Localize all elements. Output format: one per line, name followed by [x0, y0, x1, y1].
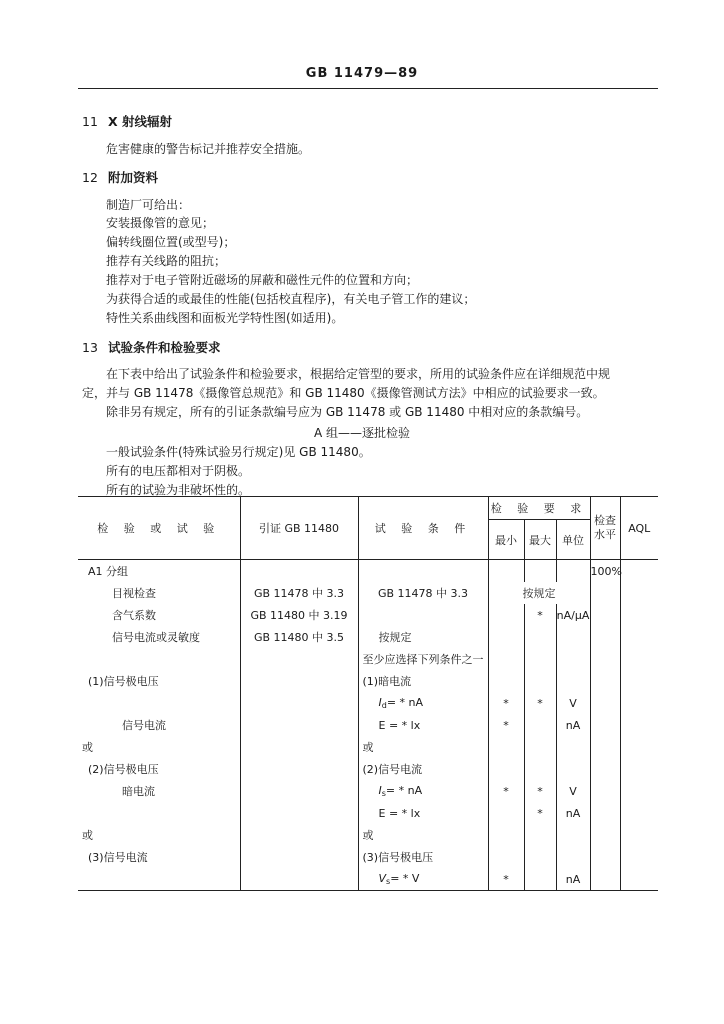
table-row	[78, 604, 658, 626]
cell-unit	[556, 758, 590, 780]
table-row	[78, 648, 658, 670]
col-header-test: 检 验 或 试 验	[78, 497, 240, 560]
paragraph: 在下表中给出了试验条件和检验要求，根据给定管型的要求，所用的试验条件应在详细规范中规	[106, 367, 611, 381]
section-13-heading: 13 试验条件和检验要求	[82, 340, 221, 355]
cell-cond	[358, 604, 488, 626]
cell-unit	[556, 626, 590, 648]
paragraph: 为获得合适的或最佳的性能(包括校直程序)，有关电子管工作的建议；	[106, 292, 476, 306]
paragraph: 安装摄像管的意见；	[106, 216, 215, 230]
cell-aql	[620, 626, 658, 648]
cell-min	[488, 670, 524, 692]
cell-level	[590, 692, 620, 714]
cell-max: *	[524, 692, 556, 714]
cell-unit	[556, 824, 590, 846]
cell-min	[488, 604, 524, 626]
note: 所有的试验为非破坏性的。	[106, 483, 251, 497]
cell-test: 含气系数	[78, 604, 240, 626]
cell-unit: V	[556, 692, 590, 714]
cell-level	[590, 648, 620, 670]
cell-max: *	[524, 604, 556, 626]
cell-min: *	[488, 868, 524, 891]
cell-test: (3)信号电流	[78, 846, 240, 868]
cell-test: 或	[78, 736, 240, 758]
cell-test: 信号电流	[78, 714, 240, 736]
cell-test	[78, 802, 240, 824]
cell-aql	[620, 802, 658, 824]
cell-cond: E = * lx	[358, 714, 488, 736]
col-header-unit: 单位	[556, 520, 590, 560]
paragraph: 偏转线圈位置(或型号)；	[106, 235, 236, 249]
cell-aql	[620, 582, 658, 604]
group-title: A 组——逐批检验	[313, 426, 411, 440]
col-header-level: 检查水平	[590, 497, 620, 560]
cell-level	[590, 736, 620, 758]
cell-ref	[240, 692, 358, 714]
cell-max: *	[524, 780, 556, 802]
cell-test: 信号电流或灵敏度	[78, 626, 240, 648]
cell-level	[590, 758, 620, 780]
cell-cond: 至少应选择下列条件之一	[358, 648, 488, 670]
cell-test: (2)信号极电压	[78, 758, 240, 780]
cell-cond: 或	[358, 824, 488, 846]
cell-aql	[620, 560, 658, 583]
cell-unit: V	[556, 780, 590, 802]
cell-aql	[620, 846, 658, 868]
cell-aql	[620, 736, 658, 758]
cell-level	[590, 802, 620, 824]
cell-max	[524, 824, 556, 846]
cell-ref	[240, 780, 358, 802]
cell-cond: $V_s= * V$	[358, 868, 488, 891]
table-row	[78, 692, 658, 714]
cell-unit: nA/μA	[556, 604, 590, 626]
cell-max	[524, 758, 556, 780]
cell-aql	[620, 714, 658, 736]
cell-test: 目视检查	[78, 582, 240, 604]
table-row	[78, 582, 658, 604]
cell-min	[488, 560, 524, 583]
col-header-ref: 引证 GB 11480	[240, 497, 358, 560]
cell-test	[78, 868, 240, 891]
section-11-heading: 11 X 射线辐射	[82, 114, 172, 129]
cell-aql	[620, 692, 658, 714]
cell-ref	[240, 758, 358, 780]
cell-min	[488, 758, 524, 780]
cell-level	[590, 670, 620, 692]
cell-aql	[620, 868, 658, 891]
cell-min	[488, 802, 524, 824]
cell-min: *	[488, 692, 524, 714]
page-header: GB 11479—89	[305, 66, 419, 81]
col-header-req: 检 验 要 求	[488, 497, 590, 520]
col-header-aql: AQL	[620, 497, 658, 560]
test-table	[78, 496, 658, 891]
cell-ref	[240, 560, 358, 583]
cell-aql	[620, 648, 658, 670]
header-rule	[78, 88, 658, 89]
cell-test: 暗电流	[78, 780, 240, 802]
cell-ref	[240, 714, 358, 736]
cell-max	[524, 846, 556, 868]
paragraph: 危害健康的警告标记并推荐安全措施。	[106, 142, 311, 156]
table-row	[78, 560, 658, 583]
note: 一般试验条件(特殊试验另行规定)见 GB 11480。	[106, 445, 371, 459]
cell-unit	[556, 670, 590, 692]
table-row	[78, 868, 658, 891]
cell-unit	[556, 736, 590, 758]
table-row	[78, 802, 658, 824]
cell-level	[590, 626, 620, 648]
col-header-cond: 试 验 条 件	[358, 497, 488, 560]
cell-max	[524, 648, 556, 670]
table-row	[78, 846, 658, 868]
paragraph: 制造厂可给出：	[106, 198, 191, 212]
paragraph: 特性关系曲线图和面板光学特性图(如适用)。	[106, 311, 344, 325]
cell-ref	[240, 868, 358, 891]
cell-cond: E = * lx	[358, 802, 488, 824]
cell-max	[524, 736, 556, 758]
cell-level: 100%	[590, 560, 620, 583]
cell-test: 或	[78, 824, 240, 846]
cell-min	[488, 626, 524, 648]
cell-unit	[556, 846, 590, 868]
cell-cond: 或	[358, 736, 488, 758]
cell-ref	[240, 670, 358, 692]
cell-max	[524, 714, 556, 736]
cell-aql	[620, 604, 658, 626]
cell-aql	[620, 670, 658, 692]
table-row	[78, 626, 658, 648]
cell-max	[524, 626, 556, 648]
cell-cond	[358, 560, 488, 583]
cell-level	[590, 846, 620, 868]
table-row	[78, 736, 658, 758]
cell-min	[488, 648, 524, 670]
cell-req-span: 按规定	[488, 582, 590, 604]
cell-level	[590, 604, 620, 626]
cell-max	[524, 868, 556, 891]
cell-ref	[240, 736, 358, 758]
cell-unit: nA	[556, 714, 590, 736]
cell-cond: (3)信号极电压	[358, 846, 488, 868]
col-header-min: 最小	[488, 520, 524, 560]
cell-max: *	[524, 802, 556, 824]
cell-cond: (1)暗电流	[358, 670, 488, 692]
cell-unit	[556, 560, 590, 583]
cell-level	[590, 868, 620, 891]
cell-min	[488, 736, 524, 758]
cell-level	[590, 824, 620, 846]
cell-max	[524, 670, 556, 692]
cell-min	[488, 846, 524, 868]
cell-cond: $I_s=$ * nA	[358, 780, 488, 802]
cell-ref	[240, 648, 358, 670]
cell-level	[590, 582, 620, 604]
cell-min	[488, 824, 524, 846]
table-row	[78, 824, 658, 846]
paragraph: 推荐对于电子管附近磁场的屏蔽和磁性元件的位置和方向；	[106, 273, 419, 287]
cell-max	[524, 560, 556, 583]
note: 所有的电压都相对于阴极。	[106, 464, 251, 478]
cell-aql	[620, 824, 658, 846]
paragraph: 除非另有规定，所有的引证条款编号应为 GB 11478 或 GB 11480 中相对应的条款编号。	[106, 405, 589, 419]
table-row	[78, 670, 658, 692]
table-row	[78, 714, 658, 736]
table-row	[78, 780, 658, 802]
cell-cond: GB 11478 中 3.3	[358, 582, 488, 604]
cell-cond: 按规定	[358, 626, 488, 648]
cell-test: (1)信号极电压	[78, 670, 240, 692]
cell-test	[78, 648, 240, 670]
table-row	[78, 758, 658, 780]
cell-ref: GB 11480 中 3.5	[240, 626, 358, 648]
cell-level	[590, 780, 620, 802]
cell-level	[590, 714, 620, 736]
cell-unit	[556, 648, 590, 670]
cell-aql	[620, 758, 658, 780]
cell-ref: GB 11480 中 3.19	[240, 604, 358, 626]
cell-unit: nA	[556, 802, 590, 824]
paragraph: 定，并与 GB 11478《摄像管总规范》和 GB 11480《摄像管测试方法》中相应的试验要求一致。	[82, 386, 605, 400]
cell-cond: (2)信号电流	[358, 758, 488, 780]
cell-unit: nA	[556, 868, 590, 891]
cell-ref	[240, 802, 358, 824]
cell-test: A1 分组	[78, 560, 240, 583]
cell-ref	[240, 846, 358, 868]
cell-min: *	[488, 714, 524, 736]
cell-ref: GB 11478 中 3.3	[240, 582, 358, 604]
cell-test	[78, 692, 240, 714]
cell-min: *	[488, 780, 524, 802]
cell-aql	[620, 780, 658, 802]
section-12-heading: 12 附加资料	[82, 170, 159, 185]
cell-ref	[240, 824, 358, 846]
cell-cond: $I_d=$ * nA	[358, 692, 488, 714]
col-header-max: 最大	[524, 520, 556, 560]
paragraph: 推荐有关线路的阻抗；	[106, 254, 227, 268]
